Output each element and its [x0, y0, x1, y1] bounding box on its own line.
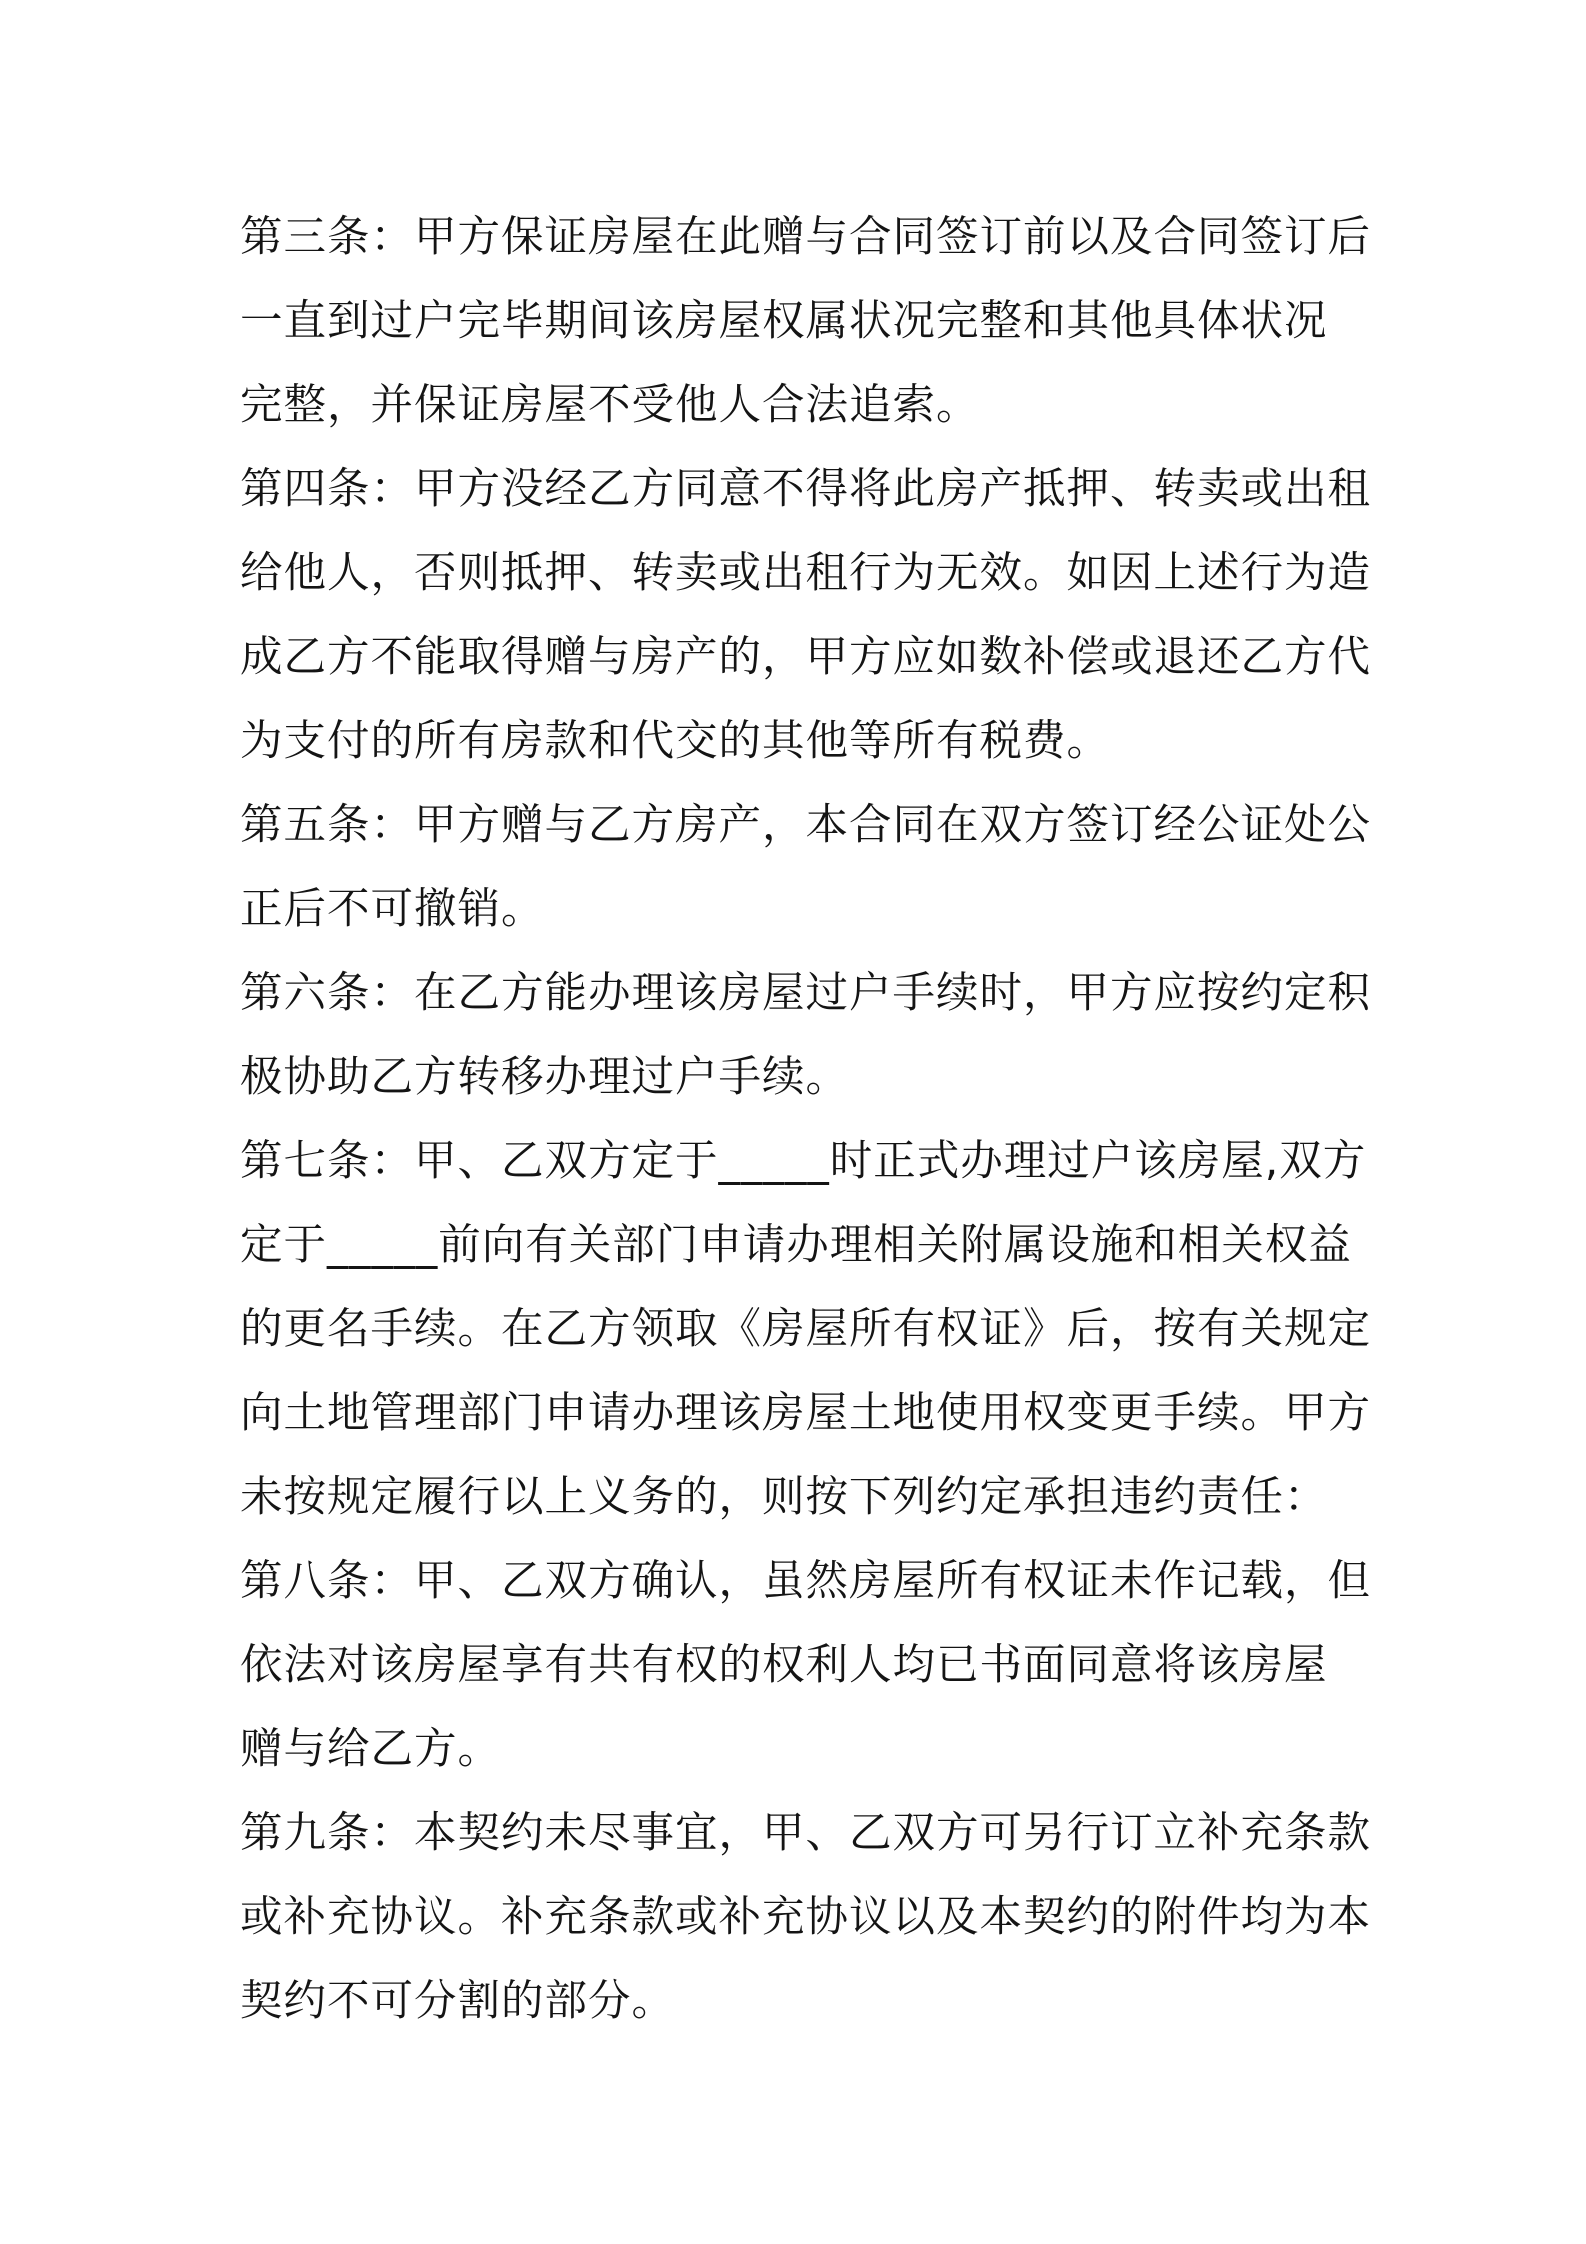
article-9-line-3: 契约不可分割的部分。	[240, 1977, 676, 2026]
article-8-line-2: 依法对该房屋享有共有权的权利人均已书面同意将该房屋	[240, 1641, 1328, 1690]
article-7-line-4: 向土地管理部门申请办理该房屋土地使用权变更手续。甲方	[240, 1389, 1372, 1438]
article-3-line-2: 一直到过户完毕期间该房屋权属状况完整和其他具体状况	[240, 297, 1328, 346]
article-4-line-1: 第四条：甲方没经乙方同意不得将此房产抵押、转卖或出租	[240, 465, 1372, 514]
article-3-line-3: 完整，并保证房屋不受他人合法追索。	[240, 381, 980, 430]
contract-body	[240, 196, 1372, 2044]
article-5-line-1: 第五条：甲方赠与乙方房产，本合同在双方签订经公证处公	[240, 801, 1372, 850]
article-7-line-5: 未按规定履行以上义务的，则按下列约定承担违约责任：	[240, 1473, 1328, 1522]
article-9-line-1: 第九条：本契约未尽事宜，甲、乙双方可另行订立补充条款	[240, 1809, 1372, 1858]
article-3-line-1: 第三条：甲方保证房屋在此赠与合同签订前以及合同签订后	[240, 213, 1372, 262]
article-7-line-2: 定于_____前向有关部门申请办理相关附属设施和相关权益	[240, 1221, 1352, 1270]
article-7-line-1: 第七条：甲、乙双方定于_____时正式办理过户该房屋,双方	[240, 1137, 1367, 1186]
article-4-line-4: 为支付的所有房款和代交的其他等所有税费。	[240, 717, 1111, 766]
article-7-line-3: 的更名手续。在乙方领取《房屋所有权证》后，按有关规定	[240, 1305, 1372, 1354]
article-6-line-2: 极协助乙方转移办理过户手续。	[240, 1053, 850, 1102]
article-4-line-2: 给他人，否则抵押、转卖或出租行为无效。如因上述行为造	[240, 549, 1372, 598]
article-8-line-1: 第八条：甲、乙双方确认，虽然房屋所有权证未作记载，但	[240, 1557, 1372, 1606]
article-6-line-1: 第六条：在乙方能办理该房屋过户手续时，甲方应按约定积	[240, 969, 1372, 1018]
article-8-line-3: 赠与给乙方。	[240, 1725, 502, 1774]
article-5-line-2: 正后不可撤销。	[240, 885, 545, 934]
article-9-line-2: 或补充协议。补充条款或补充协议以及本契约的附件均为本	[240, 1893, 1372, 1942]
article-4-line-3: 成乙方不能取得赠与房产的，甲方应如数补偿或退还乙方代	[240, 633, 1372, 682]
